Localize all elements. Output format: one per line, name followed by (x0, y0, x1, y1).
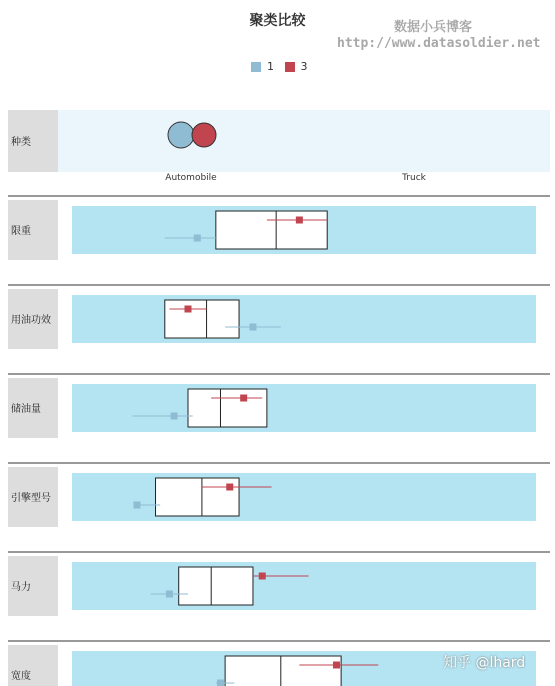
row-band (72, 384, 536, 432)
row-band (72, 562, 536, 610)
category-tick-label: Automobile (165, 173, 217, 183)
box (179, 567, 253, 605)
cluster-3-median-marker (296, 217, 303, 224)
row-band (72, 473, 536, 521)
cluster-1-median-marker (166, 591, 173, 598)
row-label: 引擎型号 (11, 493, 51, 504)
legend-label-cluster-1: 1 (267, 60, 274, 73)
row-label: 储油量 (11, 404, 41, 415)
row-band (72, 295, 536, 343)
row-label: 马力 (11, 582, 31, 593)
box (216, 211, 327, 249)
watermark-zhihu-author: 知乎 @lhard (443, 655, 526, 671)
watermark-blog-name: 数据小兵博客 (394, 20, 473, 35)
row-label: 限重 (11, 226, 31, 237)
cluster-3-median-marker (333, 662, 340, 669)
chart-title: 聚类比较 (249, 13, 306, 29)
categorical-row-label: 种类 (11, 137, 31, 148)
categorical-row-bg (58, 110, 550, 172)
cluster-3-median-marker (259, 573, 266, 580)
cluster-1-median-marker (217, 680, 224, 686)
cluster-1-median-marker (194, 235, 201, 242)
box (225, 656, 341, 686)
box (165, 300, 239, 338)
row-label: 用油功效 (11, 315, 51, 326)
cluster-1-median-marker (133, 502, 140, 509)
cluster-3-median-marker (240, 395, 247, 402)
category-tick-label: Truck (402, 173, 426, 183)
legend-label-cluster-3: 3 (300, 60, 308, 73)
cluster-3-median-marker (185, 306, 192, 313)
category-marker-cluster-1 (168, 122, 194, 148)
row-label: 宽度 (11, 671, 31, 682)
watermark-url: http://www.datasoldier.net (337, 36, 541, 51)
cluster-1-median-marker (249, 324, 256, 331)
cluster-3-median-marker (226, 484, 233, 491)
box (188, 389, 267, 427)
category-marker-cluster-3 (192, 123, 216, 147)
cluster-1-median-marker (171, 413, 178, 420)
